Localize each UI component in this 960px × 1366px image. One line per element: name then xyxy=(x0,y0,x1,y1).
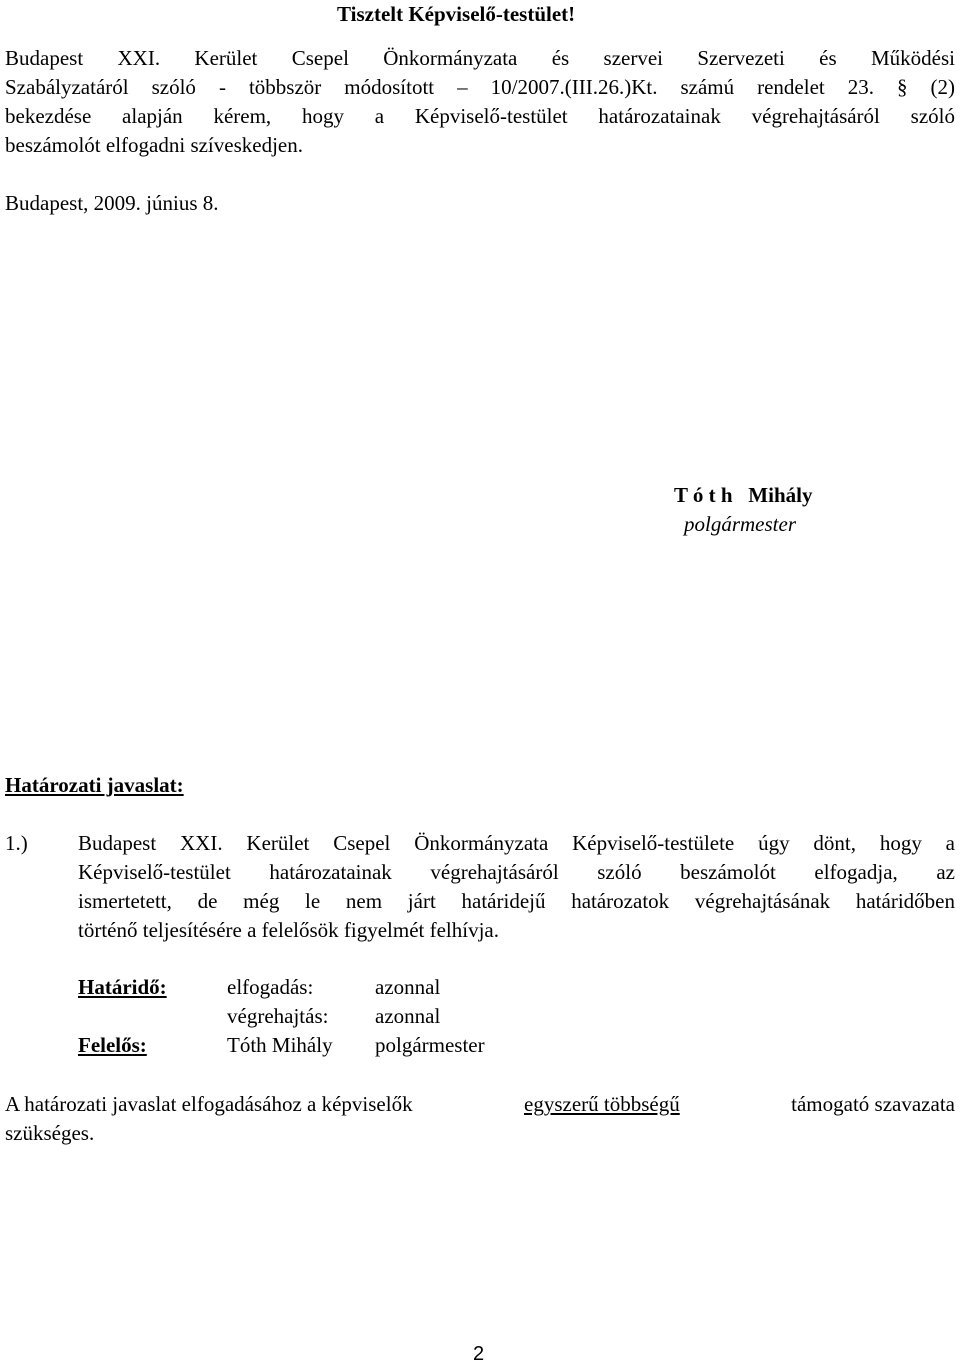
intro-line: Szabályzatáról szóló - többször módosított – 10/2007.(III.26.)Kt. számú rendelet 23. § (2) xyxy=(5,75,955,99)
resolution-heading: Határozati javaslat: xyxy=(5,773,184,797)
voting-majority: egyszerű többségű xyxy=(524,1092,680,1116)
deadline-label: Határidő: xyxy=(78,975,167,999)
voting-text-post: támogató szavazata xyxy=(791,1092,955,1116)
deadline-value: azonnal xyxy=(375,1004,441,1028)
signatory-role: polgármester xyxy=(684,512,796,536)
voting-line xyxy=(5,1090,955,1119)
deadline-key: végrehajtás: xyxy=(227,1004,329,1028)
item-number: 1.) xyxy=(5,831,28,855)
page-number: 2 xyxy=(473,1343,485,1365)
resolution-text-line: történő teljesítésére a felelősök figyelmét felhívja. xyxy=(78,918,500,942)
deadline-key: elfogadás: xyxy=(227,975,314,999)
responsible-name: Tóth Mihály xyxy=(227,1033,333,1057)
page-title: Tisztelt Képviselő-testület! xyxy=(337,2,576,26)
intro-line: beszámolót elfogadni szíveskedjen. xyxy=(5,133,303,157)
resolution-text-line: Képviselő-testület határozatainak végrehajtásáról szóló beszámolót elfogadja, az xyxy=(78,860,955,884)
resolution-text-line: Budapest XXI. Kerület Csepel Önkormányzata Képviselő-testülete úgy dönt, hogy a xyxy=(78,831,955,855)
responsible-label: Felelős: xyxy=(78,1033,147,1057)
resolution-text-line: ismertetett, de még le nem járt határidejű határozatok végrehajtásának határidőben xyxy=(78,889,955,913)
voting-line-end: szükséges. xyxy=(5,1121,95,1145)
intro-line: Budapest XXI. Kerület Csepel Önkormányzata és szervei Szervezeti és Működési xyxy=(5,46,955,70)
deadline-value: azonnal xyxy=(375,975,441,999)
intro-line: bekezdése alapján kérem, hogy a Képviselő-testület határozatainak végrehajtásáról szóló xyxy=(5,104,955,128)
responsible-role: polgármester xyxy=(375,1033,485,1057)
signatory-name: T ó t h Mihály xyxy=(674,483,813,507)
place-date: Budapest, 2009. június 8. xyxy=(5,191,219,215)
voting-text-pre: A határozati javaslat elfogadásához a képviselők xyxy=(5,1092,413,1116)
